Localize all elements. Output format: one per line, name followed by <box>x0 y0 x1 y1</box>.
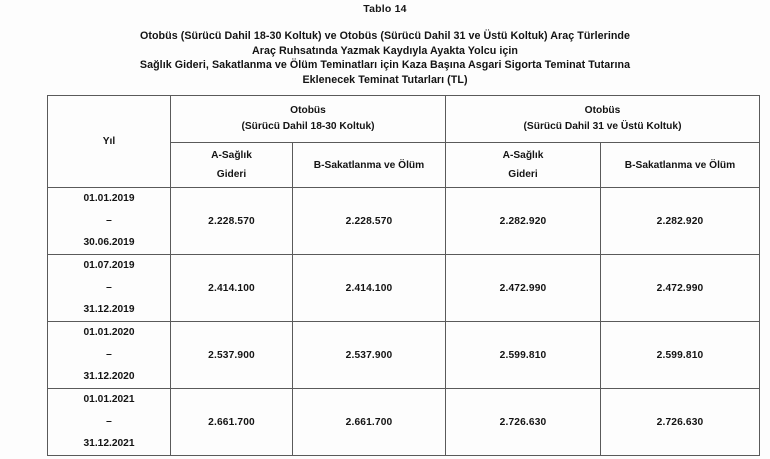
cell-disability-death-31-plus: 2.472.990 <box>601 255 760 322</box>
date-range-dash: – <box>106 282 112 293</box>
cell-date-range <box>48 188 171 255</box>
table-row <box>48 188 760 255</box>
date-range-dash: – <box>106 416 112 427</box>
sub-header-line-2: Gideri <box>216 169 247 180</box>
sub-header-line-1: B-Sakatlanma ve Ölüm <box>313 159 425 171</box>
sub-header-line-1: A-Sağlık <box>502 150 544 161</box>
cell-date-range <box>48 255 171 322</box>
date-end: 30.06.2019 <box>83 237 135 248</box>
cell-health-18-30: 2.661.700 <box>171 389 293 456</box>
cell-disability-death-18-30: 2.414.100 <box>293 255 446 322</box>
data-table-container <box>47 95 759 456</box>
cell-date-range <box>48 389 171 456</box>
cell-health-31-plus: 2.472.990 <box>446 255 601 322</box>
sub-header-line-1: B-Sakatlanma ve Ölüm <box>624 159 736 171</box>
cell-disability-death-18-30: 2.661.700 <box>293 389 446 456</box>
date-range-dash: – <box>106 349 112 360</box>
header-cell-disability-death-18-30 <box>293 143 446 188</box>
cell-health-31-plus: 2.282.920 <box>446 188 601 255</box>
table-row <box>48 255 760 322</box>
cell-health-18-30: 2.414.100 <box>171 255 293 322</box>
date-range-dash: – <box>106 215 112 226</box>
cell-disability-death-18-30: 2.228.570 <box>293 188 446 255</box>
cell-health-18-30: 2.537.900 <box>171 322 293 389</box>
group-header-line-1: Otobüs <box>290 105 326 116</box>
table-header-row-groups <box>48 96 760 143</box>
date-end: 31.12.2021 <box>83 438 135 449</box>
header-cell-health-18-30 <box>171 143 293 188</box>
date-start: 01.07.2019 <box>83 260 135 271</box>
header-cell-year: Yıl <box>48 96 171 188</box>
cell-disability-death-31-plus: 2.726.630 <box>601 389 760 456</box>
title-line-2: Araç Ruhsatında Yazmak Kaydıyla Ayakta Yolcu için <box>252 44 518 57</box>
cell-disability-death-31-plus: 2.282.920 <box>601 188 760 255</box>
table-title-block <box>0 29 770 87</box>
table-row <box>48 389 760 456</box>
cell-disability-death-18-30: 2.537.900 <box>293 322 446 389</box>
group-header-line-2: (Sürücü Dahil 18-30 Koltuk) <box>241 121 375 132</box>
cell-disability-death-31-plus: 2.599.810 <box>601 322 760 389</box>
title-line-4: Eklenecek Teminat Tutarları (TL) <box>302 73 468 86</box>
cell-health-31-plus: 2.726.630 <box>446 389 601 456</box>
group-header-line-1: Otobüs <box>584 105 621 116</box>
group-header-line-2: (Sürücü Dahil 31 ve Üstü Koltuk) <box>523 121 682 132</box>
cell-health-18-30: 2.228.570 <box>171 188 293 255</box>
sub-header-line-1: A-Sağlık <box>211 150 252 161</box>
table-row <box>48 322 760 389</box>
table-number-label: Tablo 14 <box>363 3 407 15</box>
title-line-3: Sağlık Gideri, Sakatlanma ve Ölüm Teminatları için Kaza Başına Asgari Sigorta Teminat Tutarına <box>139 59 631 72</box>
header-cell-group-bus-31-plus <box>446 96 760 143</box>
date-start: 01.01.2019 <box>83 193 135 204</box>
cell-date-range <box>48 322 171 389</box>
title-line-1: Otobüs (Sürücü Dahil 18-30 Koltuk) ve Otobüs (Sürücü Dahil 31 ve Üstü Koltuk) Araç Türlerinde <box>139 30 631 42</box>
sub-header-line-2: Gideri <box>508 169 538 180</box>
date-start: 01.01.2021 <box>83 394 135 405</box>
header-cell-group-bus-18-30 <box>171 96 446 143</box>
header-cell-health-31-plus <box>446 143 601 188</box>
header-cell-disability-death-31-plus <box>601 143 760 188</box>
date-start: 01.01.2020 <box>83 327 135 338</box>
date-end: 31.12.2020 <box>83 371 135 382</box>
cell-health-31-plus: 2.599.810 <box>446 322 601 389</box>
insurance-coverage-table <box>47 95 760 456</box>
date-end: 31.12.2019 <box>83 304 135 315</box>
